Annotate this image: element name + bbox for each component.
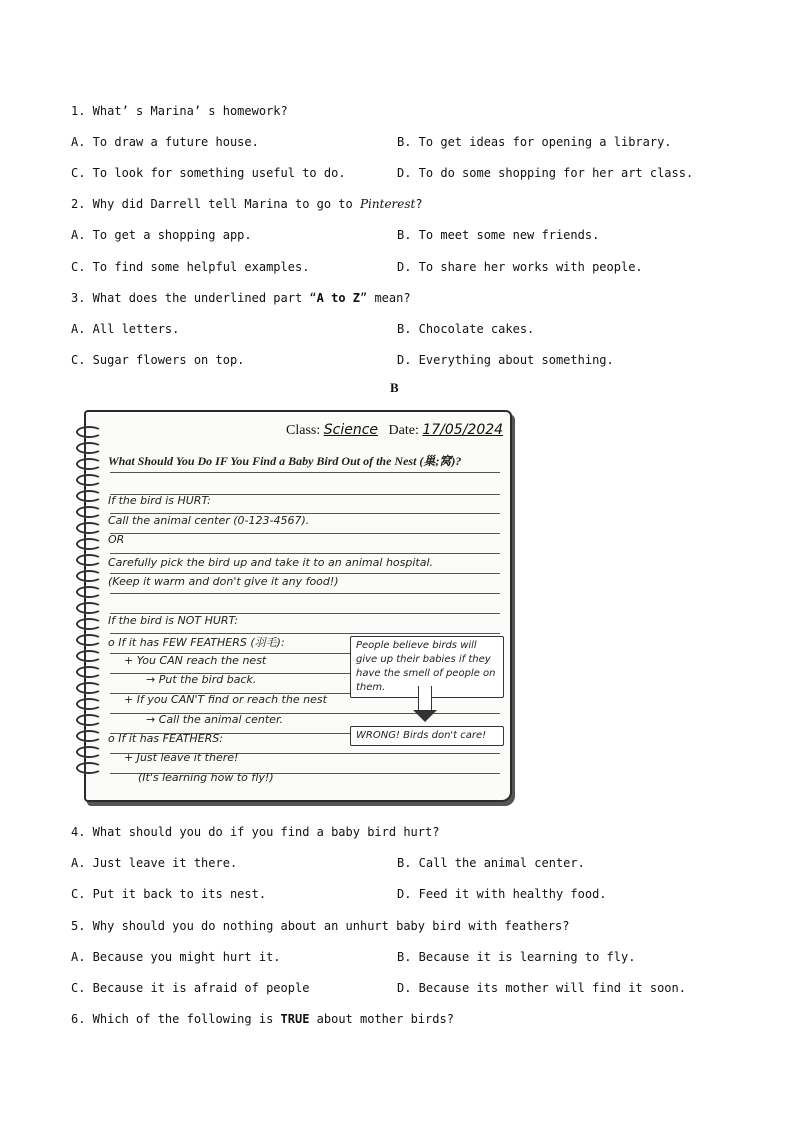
spiral-ring-icon (76, 426, 102, 438)
class-label: Class: (286, 423, 321, 438)
spiral-ring-icon (76, 730, 102, 742)
spiral-ring-icon (76, 490, 102, 502)
q2-option-a: A. To get a shopping app. (71, 228, 252, 242)
q4-option-a: A. Just leave it there. (71, 856, 238, 870)
note-line: → Put the bird back. (146, 673, 257, 686)
q2-question-post: ? (415, 197, 423, 211)
q2-question (71, 197, 423, 211)
q6-question-pre: 6. Which of the following is (71, 1012, 281, 1026)
rule-line (110, 533, 500, 534)
q1-question: 1. What’ s Marina’ s homework? (71, 104, 288, 118)
spiral-ring-icon (76, 762, 102, 774)
rule-line (110, 573, 500, 574)
spiral-ring-icon (76, 506, 102, 518)
note-line: + If you CAN'T find or reach the nest (124, 693, 327, 706)
spiral-ring-icon (76, 602, 102, 614)
q4-question: 4. What should you do if you find a baby bird hurt? (71, 825, 440, 839)
class-value: Science (323, 422, 379, 438)
q4-option-d: D. Feed it with healthy food. (397, 887, 607, 901)
note-line: o If it has FEW FEATHERS (羽毛): (108, 636, 285, 649)
spiral-ring-icon (76, 746, 102, 758)
q4-option-c: C. Put it back to its nest. (71, 887, 267, 901)
date-label: Date: (388, 423, 419, 438)
q2-question-pre: 2. Why did Darrell tell Marina to go to (71, 197, 360, 211)
q1-option-b: B. To get ideas for opening a library. (397, 135, 672, 149)
spiral-ring-icon (76, 522, 102, 534)
notebook-page (84, 410, 512, 802)
spiral-ring-icon (76, 618, 102, 630)
spiral-ring-icon (76, 458, 102, 470)
q1-option-c: C. To look for something useful to do. (71, 166, 346, 180)
q2-question-italic: Pinterest (359, 197, 416, 211)
q6-question (71, 1012, 454, 1026)
q1-option-d: D. To do some shopping for her art class. (397, 166, 694, 180)
section-heading: B (390, 380, 399, 395)
rule-line (110, 472, 500, 473)
note-line: Carefully pick the bird up and take it to an animal hospital. (108, 556, 434, 569)
note-line: Call the animal center (0-123-4567). (108, 514, 310, 527)
q5-option-d: D. Because its mother will find it soon. (397, 981, 686, 995)
arrow-shaft (418, 686, 432, 710)
spiral-ring-icon (76, 554, 102, 566)
notebook-title: What Should You Do IF You Find a Baby Bird Out of the Nest (巢;窝)? (108, 454, 462, 468)
q3-question-bold: A to Z (316, 291, 360, 305)
spiral-ring-icon (76, 682, 102, 694)
note-line: o If it has FEATHERS: (108, 732, 223, 745)
q3-question-post: ” mean? (360, 291, 411, 305)
q5-option-a: A. Because you might hurt it. (71, 950, 281, 964)
spiral-ring-icon (76, 650, 102, 662)
spiral-ring-icon (76, 714, 102, 726)
notebook-image (78, 404, 512, 806)
note-line: If the bird is NOT HURT: (108, 614, 238, 627)
q4-option-b: B. Call the animal center. (397, 856, 585, 870)
note-line: If the bird is HURT: (108, 494, 211, 507)
arrow-down-icon (413, 710, 437, 722)
rule-line (110, 593, 500, 594)
spiral-ring-icon (76, 666, 102, 678)
q3-option-a: A. All letters. (71, 322, 180, 336)
q3-question (71, 291, 411, 305)
spiral-ring-icon (76, 634, 102, 646)
q2-option-c: C. To find some helpful examples. (71, 260, 310, 274)
q1-option-a: A. To draw a future house. (71, 135, 259, 149)
spiral-ring-icon (76, 698, 102, 710)
note-line: + Just leave it there! (124, 751, 239, 764)
q5-option-c: C. Because it is afraid of people (71, 981, 310, 995)
q2-option-b: B. To meet some new friends. (397, 228, 600, 242)
spiral-ring-icon (76, 442, 102, 454)
wrong-box: WRONG! Birds don't care! (350, 726, 504, 746)
q5-option-b: B. Because it is learning to fly. (397, 950, 636, 964)
note-line: (It's learning how to fly!) (138, 771, 274, 784)
note-line: + You CAN reach the nest (124, 654, 267, 667)
rule-line (110, 553, 500, 554)
spiral-ring-icon (76, 570, 102, 582)
note-line: OR (108, 533, 125, 546)
date-value: 17/05/2024 (422, 422, 504, 438)
q6-question-bold: TRUE (280, 1012, 310, 1026)
spiral-ring-icon (76, 474, 102, 486)
q3-option-d: D. Everything about something. (397, 353, 614, 367)
notebook-header (286, 422, 503, 439)
q5-question: 5. Why should you do nothing about an unhurt baby bird with feathers? (71, 919, 570, 933)
note-line: → Call the animal center. (146, 713, 283, 726)
callout-box: People believe birds will give up their babies if they have the smell of people on them. (350, 636, 504, 698)
q2-option-d: D. To share her works with people. (397, 260, 643, 274)
q3-option-b: B. Chocolate cakes. (397, 322, 535, 336)
q3-question-pre: 3. What does the underlined part “ (71, 291, 317, 305)
note-line: (Keep it warm and don't give it any food!) (108, 575, 339, 588)
spiral-ring-icon (76, 538, 102, 550)
q6-question-post: about mother birds? (309, 1012, 454, 1026)
q3-option-c: C. Sugar flowers on top. (71, 353, 245, 367)
spiral-ring-icon (76, 586, 102, 598)
